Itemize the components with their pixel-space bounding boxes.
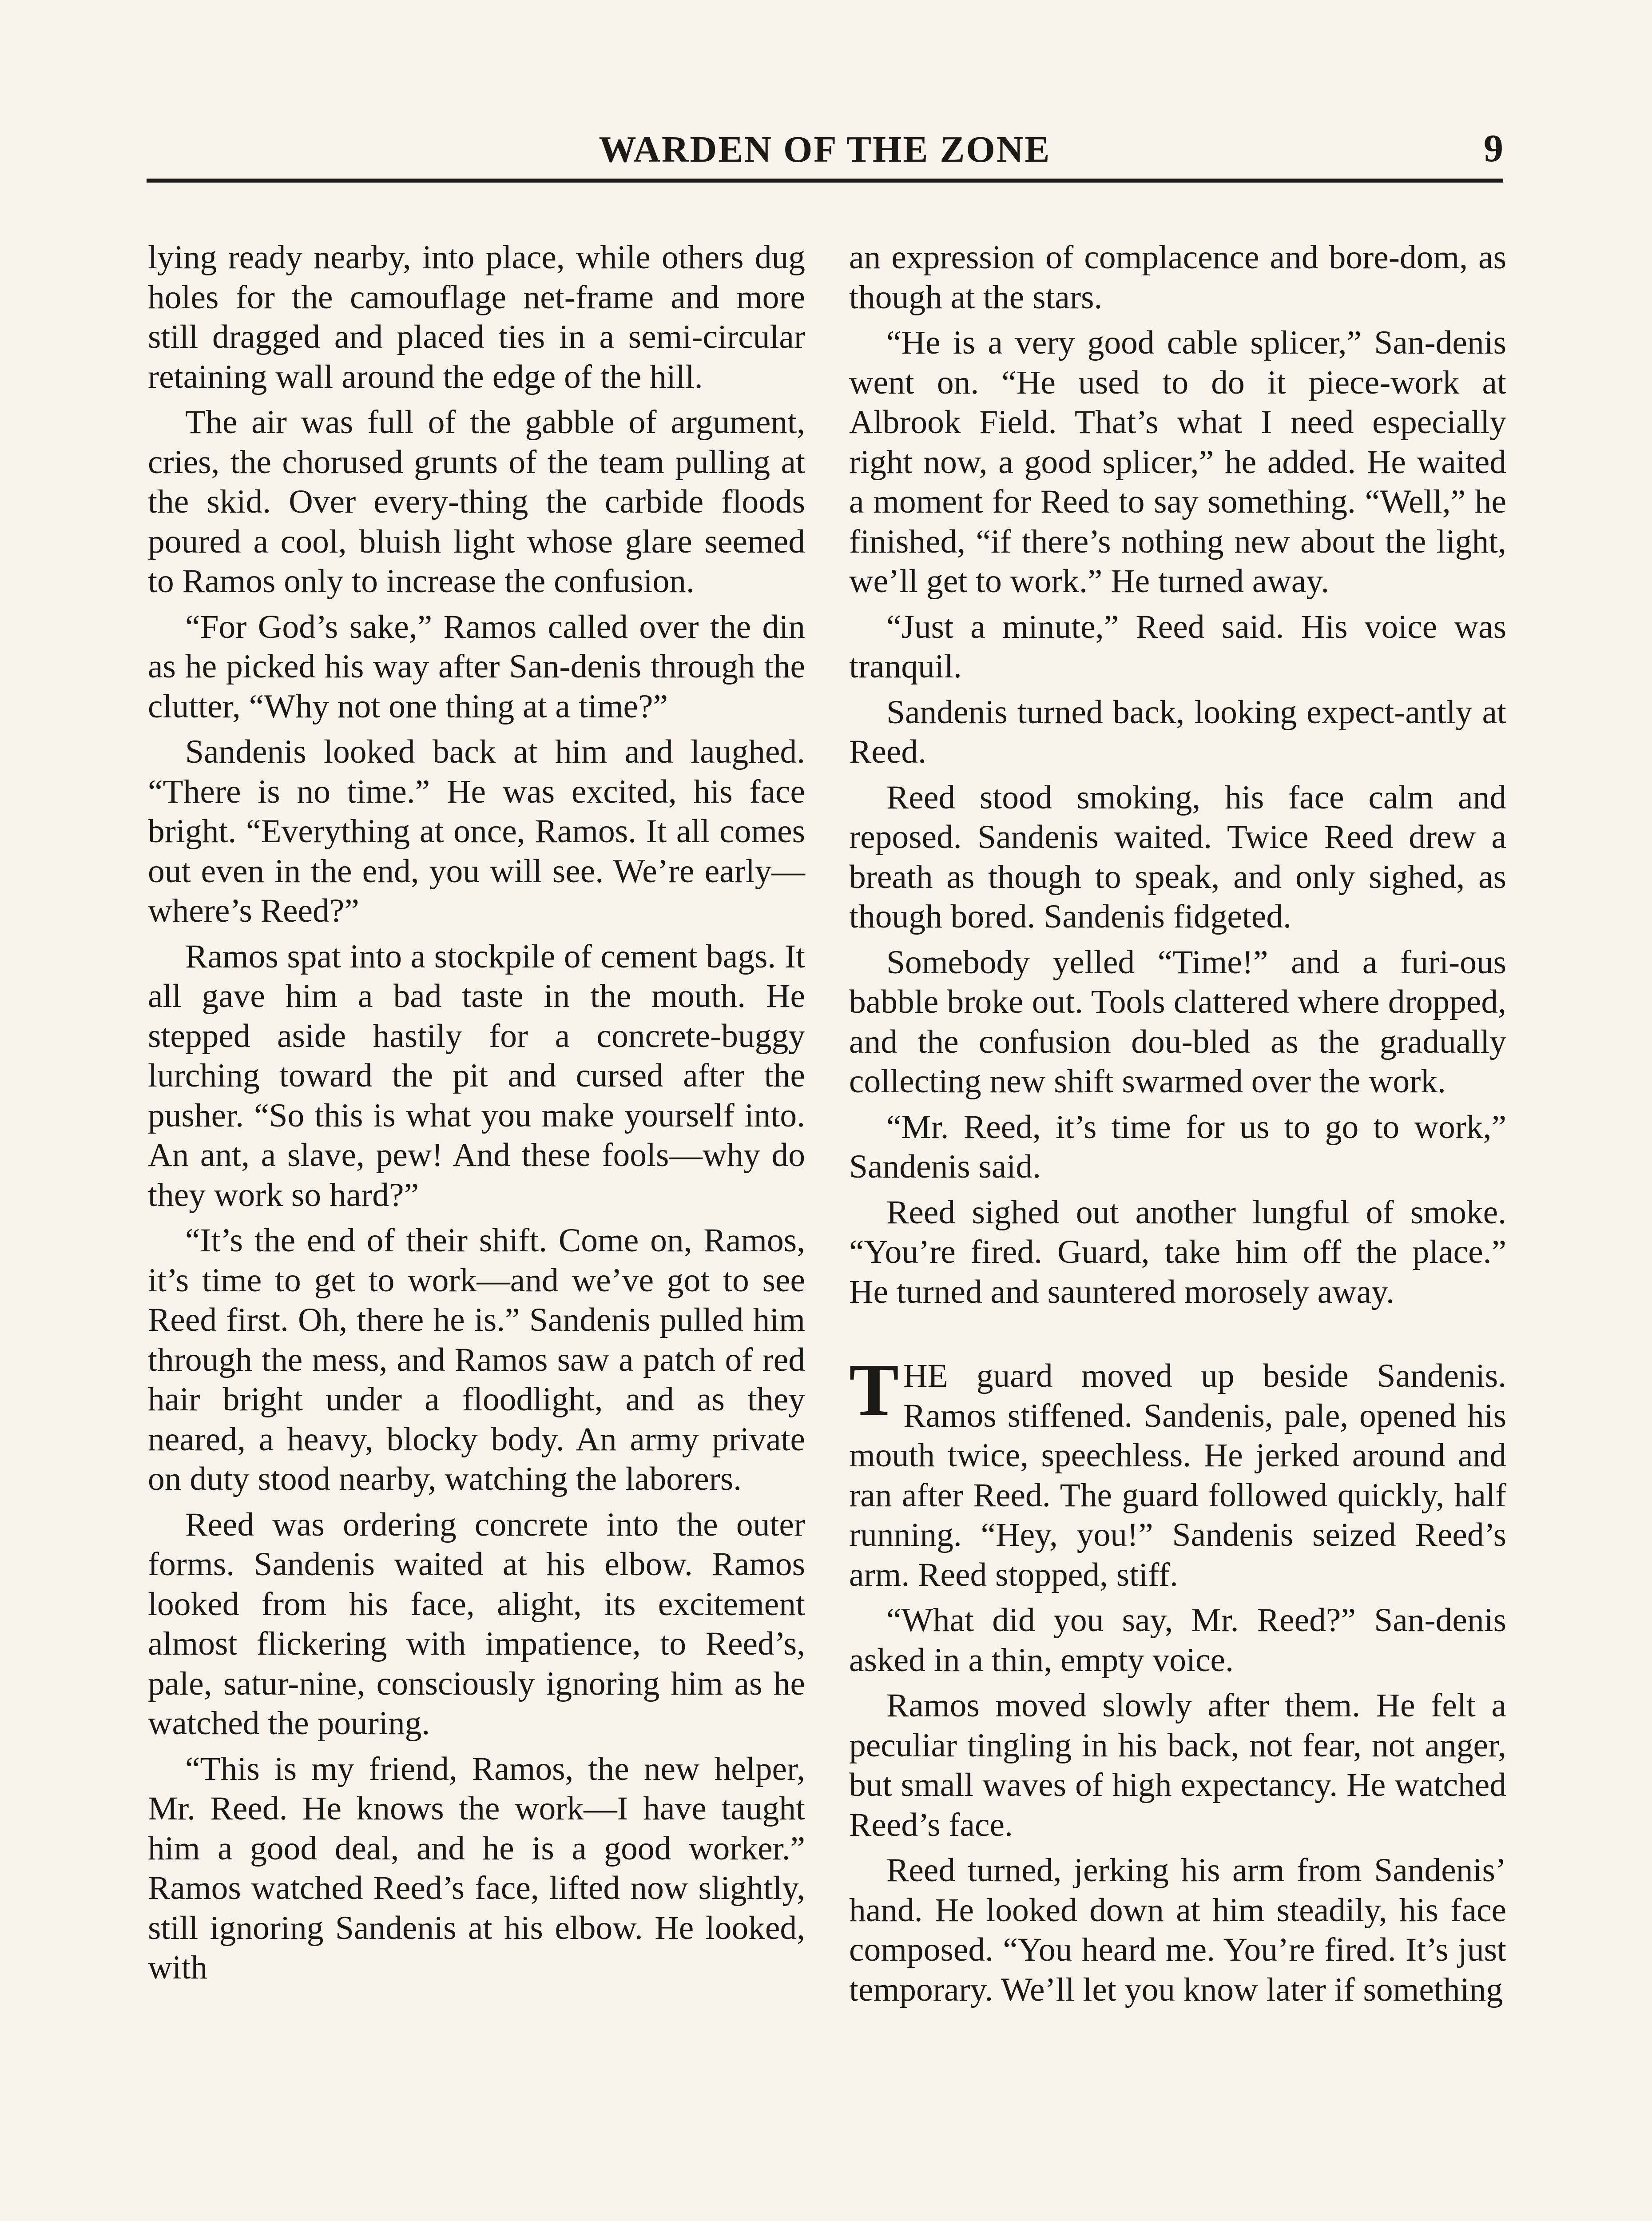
paragraph: The air was full of the gabble of argument, cries, the chorused grunts of the team pulling at the skid. Over every-thing the carbide floods poured a cool, bluish light whose glare seemed to Ramos only to increase the confusion. — [148, 404, 805, 600]
section-opening-paragraph — [849, 1349, 1506, 1595]
paragraph: Reed was ordering concrete into the outer forms. Sandenis waited at his elbow. Ramos looked from his face, alight, its excitement almost flickering with impatience, to Reed’s, pale, satur-nine, consciously ignoring him as he watched the pouring. — [148, 1506, 805, 1742]
paragraph: Ramos spat into a stockpile of cement bags. It all gave him a bad taste in the mouth. He stepped aside hastily for a concrete-buggy lurching toward the pit and cursed after the pusher. “So this is what you make yourself into. An ant, a slave, pew! And these fools—why do they work so hard?” — [148, 938, 805, 1214]
paragraph: “Mr. Reed, it’s time for us to go to work,” Sandenis said. — [849, 1108, 1506, 1185]
paragraph: “Just a minute,” Reed said. His voice was tranquil. — [849, 608, 1506, 685]
text-column-left — [148, 238, 805, 1994]
paragraph: “This is my friend, Ramos, the new helper, Mr. Reed. He knows the work—I have taught him a good deal, and he is a good worker.” Ramos watched Reed’s face, lifted now slightly, still ignoring Sandenis at his elbow. He looked, with — [148, 1750, 805, 1986]
paragraph: Reed turned, jerking his arm from Sandenis’ hand. He looked down at him steadily, his face composed. “You heard me. You’re fired. It’s just temporary. We’ll let you know later if something — [849, 1852, 1506, 2008]
paragraph: “For God’s sake,” Ramos called over the din as he picked his way after San-denis through the clutter, “Why not one thing at a time?” — [148, 608, 805, 725]
paragraph: Ramos moved slowly after them. He felt a peculiar tingling in his back, not fear, not anger, but small waves of high expectancy. He watched Reed’s face. — [849, 1687, 1506, 1843]
paragraph: Sandenis turned back, looking expect-antly at Reed. — [849, 693, 1506, 770]
paragraph: “He is a very good cable splicer,” San-denis went on. “He used to do it piece-work at Albrook Field. That’s what I need especially right now, a good splicer,” he added. He waited a moment for Reed to say something. “Well,” he finished, “if there’s nothing new about the light, we’ll get to work.” He turned away. — [849, 324, 1506, 600]
paragraph: Reed stood smoking, his face calm and reposed. Sandenis waited. Twice Reed drew a breath as though to speak, and only sighed, as though bored. Sandenis fidgeted. — [849, 779, 1506, 935]
paragraph: Reed sighed out another lungful of smoke. “You’re fired. Guard, take him off the place.” He turned and sauntered morosely away. — [849, 1194, 1506, 1310]
page-header — [147, 123, 1503, 177]
paragraph: lying ready nearby, into place, while others dug holes for the camouflage net-frame and more still dragged and placed ties in a semi-circular retaining wall around the edge of the hill. — [148, 239, 805, 395]
paragraph: Somebody yelled “Time!” and a furi-ous babble broke out. Tools clattered where dropped, and the confusion dou-bled as the gradually collecting new shift swarmed over the work. — [849, 943, 1506, 1100]
header-rule — [147, 179, 1503, 183]
paragraph: an expression of complacence and bore-dom, as though at the stars. — [849, 239, 1506, 316]
paragraph-text: HE guard moved up beside Sandenis. Ramos stiffened. Sandenis, pale, opened his mouth twice, speechless. He jerked around and ran after Reed. The guard followed quickly, half running. “Hey, you!” Sandenis seized Reed’s arm. Reed stopped, stiff. — [849, 1357, 1506, 1593]
paragraph: Sandenis looked back at him and laughed. “There is no time.” He was excited, his face bright. “Everything at once, Ramos. It all comes out even in the end, you will see. We’re early—where’s Reed?” — [148, 733, 805, 929]
paragraph: “What did you say, Mr. Reed?” San-denis asked in a thin, empty voice. — [849, 1602, 1506, 1679]
text-column-right — [849, 238, 1506, 2015]
paragraph: “It’s the end of their shift. Come on, Ramos, it’s time to get to work—and we’ve got to see Reed first. Oh, there he is.” Sandenis pulled him through the mess, and Ramos saw a patch of red hair bright under a floodlight, and as they neared, a heavy, blocky body. An army private on duty stood nearby, watching the laborers. — [148, 1222, 805, 1497]
page-number: 9 — [1484, 127, 1503, 170]
running-title: WARDEN OF THE ZONE — [599, 129, 1051, 170]
drop-cap: T — [849, 1349, 899, 1431]
